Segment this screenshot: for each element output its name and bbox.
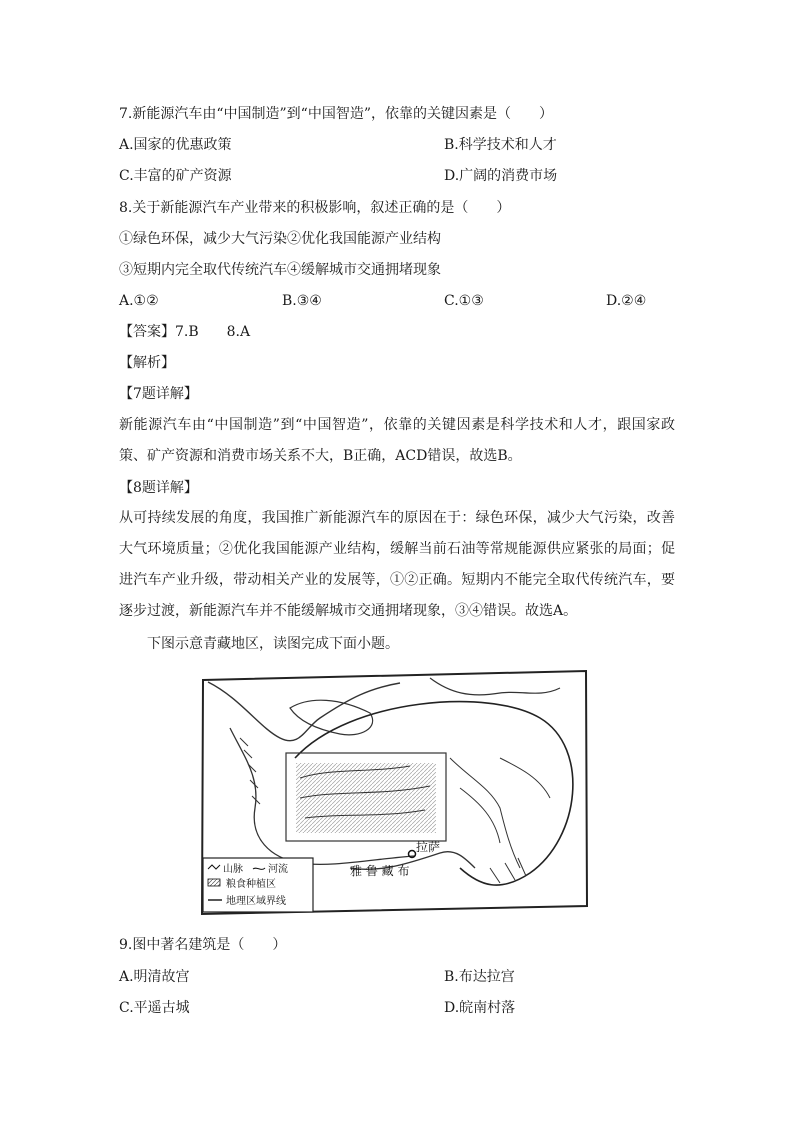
answer-line: 【答案】7.B 8.A (119, 324, 251, 340)
lhasa-label: 拉萨 (416, 840, 441, 854)
q8-option-c: C.①③ (444, 293, 484, 309)
q8-option-d: D.②④ (606, 293, 647, 309)
map-intro: 下图示意青藏地区，读图完成下面小题。 (147, 636, 399, 652)
q9-stem: 9.图中著名建筑是（ ） (119, 937, 287, 953)
grain-legend-icon (208, 879, 220, 886)
q7-detail-text: 新能源汽车由“中国制造”到“中国智造”，依靠的关键因素是科学技术和人才，跟国家政策、矿产资源和消费市场关系不大，B正确，ACD错误，故选B。 (119, 417, 675, 464)
legend-river: 河流 (268, 864, 288, 875)
q7-stem: 7.新能源汽车由“中国制造”到“中国智造”，依靠的关键因素是（ ） (119, 106, 553, 122)
legend-boundary: 地理区域界线 (226, 896, 286, 907)
yarlung-label: 雅 鲁 藏 布 (350, 864, 410, 878)
map-drawing (200, 668, 590, 918)
q7-option-d: D.广阔的消费市场 (444, 168, 558, 184)
q9-option-d: D.皖南村落 (444, 1000, 516, 1016)
q8-statement-1: ①绿色环保，减少大气污染②优化我国能源产业结构 (119, 231, 441, 247)
q7-option-a: A.国家的优惠政策 (119, 137, 232, 153)
q9-option-c: C.平遥古城 (119, 1000, 190, 1016)
analysis-header: 【解析】 (119, 355, 175, 371)
q8-option-b: B.③④ (282, 293, 322, 309)
q7-option-c: C.丰富的矿产资源 (119, 168, 232, 184)
legend-mountain: 山脉 (223, 864, 243, 875)
q8-detail-header: 【8题详解】 (119, 480, 198, 496)
q7-detail-header: 【7题详解】 (119, 386, 198, 402)
q7-option-b: B.科学技术和人才 (444, 137, 557, 153)
q8-detail-text: 从可持续发展的角度，我国推广新能源汽车的原因在于：绿色环保，减少大气污染，改善大气环境质量；②优化我国能源产业结构，缓解当前石油等常规能源供应紧张的局面；促进汽车产业升级，带动相关产业的发展等，①②正确。短期内不能完全取代传统汽车，要逐步过渡，新能源汽车并不能缓解城市交通拥堵现象，③④错误。故选A。 (119, 510, 675, 619)
q8-option-a: A.①② (119, 293, 159, 309)
qinghai-tibet-map (200, 668, 590, 918)
q8-statement-2: ③短期内完全取代传统汽车④缓解城市交通拥堵现象 (119, 262, 441, 278)
legend-grain: 粮食种植区 (226, 879, 276, 890)
q9-option-a: A.明清故宫 (119, 969, 190, 985)
q8-stem: 8.关于新能源汽车产业带来的积极影响，叙述正确的是（ ） (119, 200, 511, 216)
q9-option-b: B.布达拉宫 (444, 969, 515, 985)
